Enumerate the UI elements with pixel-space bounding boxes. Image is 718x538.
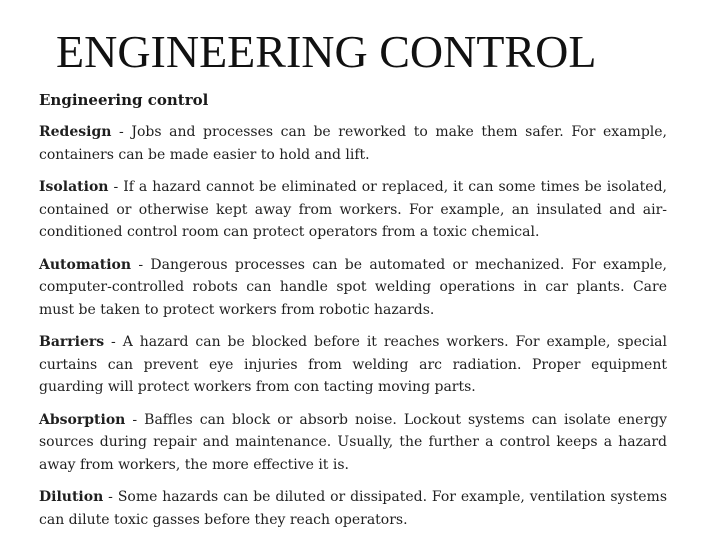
term-redesign: Redesign bbox=[39, 124, 112, 140]
description-automation: Dangerous processes can be automated or mechanized. For example, computer-controlled robots can handle spot welding operations in car plants. Care must be taken to protect workers from robotic hazards. bbox=[39, 256, 667, 318]
paragraph-redesign bbox=[39, 121, 667, 166]
description-dilution: Some hazards can be diluted or dissipated. For example, ventilation systems can dilute toxic gasses before they reach operators. bbox=[39, 489, 668, 528]
term-separator: - bbox=[125, 411, 145, 428]
term-separator: - bbox=[131, 256, 151, 273]
description-isolation: If a hazard cannot be eliminated or replaced, it can some times be isolated, contained or otherwise kept away from workers. For example, an insulated and air-conditioned control room can protect operators from a toxic chemical. bbox=[39, 179, 667, 240]
description-absorption: Baffles can block or absorb noise. Lockout systems can isolate energy sources during repair and maintenance. Usually, the further a control keeps a hazard away from workers, the more effective it is. bbox=[39, 411, 668, 473]
paragraph-automation bbox=[39, 254, 667, 322]
paragraph-isolation bbox=[39, 176, 667, 244]
description-barriers: A hazard can be blocked before it reaches workers. For example, special curtains can prevent eye injuries from welding arc radiation. Proper equipment guarding will protect workers from con tacting moving parts. bbox=[39, 334, 667, 395]
document-excerpt bbox=[39, 89, 668, 528]
term-isolation: Isolation bbox=[39, 179, 109, 195]
document-heading: Engineering control bbox=[39, 91, 209, 109]
paragraph-absorption bbox=[39, 409, 667, 477]
term-separator: - bbox=[108, 179, 124, 195]
term-separator: - bbox=[111, 124, 132, 140]
term-barriers: Barriers bbox=[39, 334, 105, 350]
term-separator: - bbox=[104, 334, 123, 350]
paragraph-barriers bbox=[39, 331, 667, 399]
term-dilution: Dilution bbox=[39, 489, 104, 505]
term-automation: Automation bbox=[39, 256, 132, 273]
term-absorption: Absorption bbox=[39, 411, 126, 428]
slide-title: ENGINEERING CONTROL bbox=[56, 26, 597, 77]
term-separator: - bbox=[103, 489, 118, 505]
paragraph-dilution bbox=[39, 486, 667, 531]
description-redesign: Jobs and processes can be reworked to make them safer. For example, containers can be made easier to hold and lift. bbox=[39, 124, 667, 163]
